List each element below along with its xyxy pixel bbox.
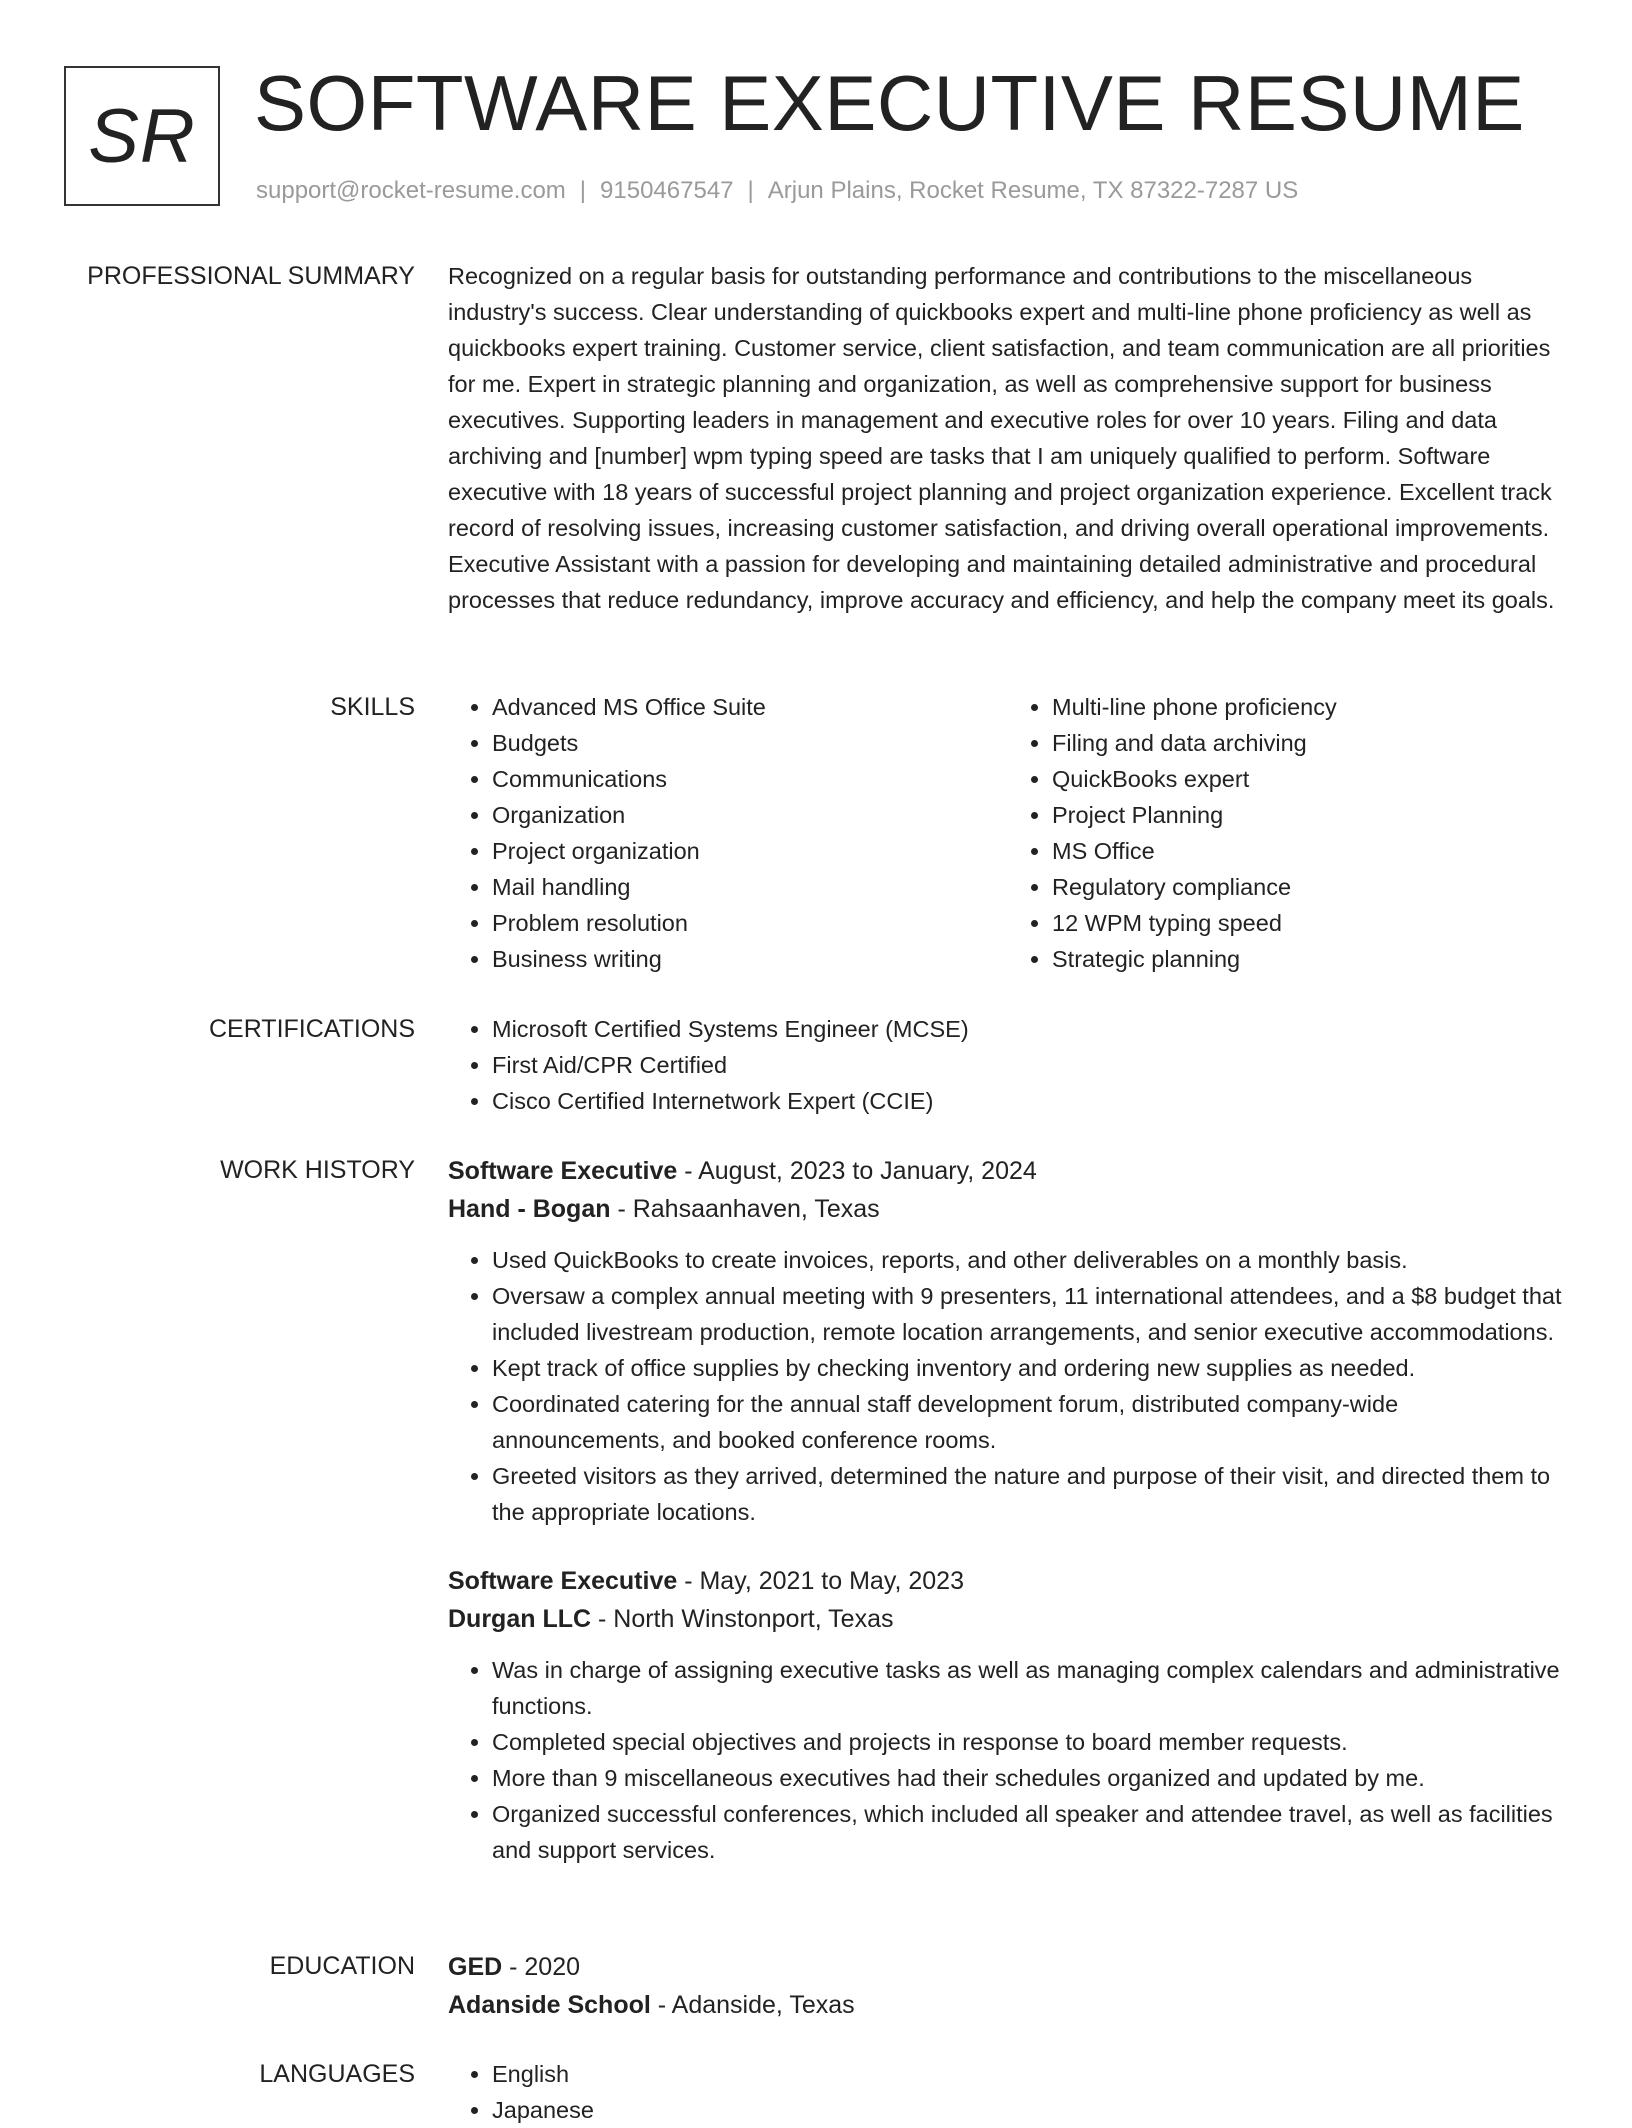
skill-item: • Budgets [492, 725, 1008, 761]
skill-item: • Project Planning [1052, 797, 1568, 833]
education-degree: GED [448, 1953, 503, 1981]
job-bullet: • Used QuickBooks to create invoices, reports, and other deliverables on a monthly basis. [492, 1242, 1568, 1278]
job-title-line [448, 1152, 1568, 1190]
section-label-work: WORK HISTORY [220, 1156, 415, 1184]
skills-list-left [448, 689, 1008, 977]
job-bullet: • More than 9 miscellaneous executives had their schedules organized and updated by me. [492, 1760, 1568, 1796]
section-label-skills: SKILLS [330, 693, 415, 721]
work-content [448, 1152, 1568, 1868]
skill-item: • 12 WPM typing speed [1052, 905, 1568, 941]
skill-item: • Problem resolution [492, 905, 1008, 941]
skill-item: • Advanced MS Office Suite [492, 689, 1008, 725]
skill-item: • Regulatory compliance [1052, 869, 1568, 905]
job-dates: - May, 2021 to May, 2023 [677, 1567, 964, 1595]
skill-item: • QuickBooks expert [1052, 761, 1568, 797]
language-item: • English [492, 2056, 1568, 2092]
job-location: - Rahsaanhaven, Texas [610, 1195, 880, 1223]
skill-item: • Project organization [492, 833, 1008, 869]
job-bullet: • Oversaw a complex annual meeting with 9 presenters, 11 international attendees, and a $8 budget that included livestream production, remote location arrangements, and senior executive accommodations. [492, 1278, 1568, 1350]
skills-columns [448, 689, 1568, 977]
skill-item: • Strategic planning [1052, 941, 1568, 977]
job-dates: - August, 2023 to January, 2024 [677, 1157, 1037, 1185]
summary-content [448, 258, 1568, 618]
job-bullet: • Was in charge of assigning executive tasks as well as managing complex calendars and administrative functions. [492, 1652, 1568, 1724]
skill-item: • Filing and data archiving [1052, 725, 1568, 761]
job-title: Software Executive [448, 1567, 678, 1595]
section-label-summary: PROFESSIONAL SUMMARY [87, 262, 415, 290]
skill-item: • MS Office [1052, 833, 1568, 869]
section-label-education: EDUCATION [269, 1952, 415, 1980]
languages-content [448, 2056, 1568, 2128]
section-label-languages: LANGUAGES [259, 2060, 415, 2088]
job-bullet: • Greeted visitors as they arrived, determined the nature and purpose of their visit, and directed them to the appropriate locations. [492, 1458, 1568, 1530]
education-degree-line [448, 1948, 1568, 1986]
contact-email[interactable]: support@rocket-resume.com [256, 177, 566, 204]
education-school: Adanside School [448, 1991, 651, 2019]
job-location: - North Winstonport, Texas [591, 1605, 894, 1633]
job-company: Durgan LLC [448, 1605, 592, 1633]
job-company-line [448, 1600, 1568, 1638]
skill-item: • Multi-line phone proficiency [1052, 689, 1568, 725]
skills-list-right [1008, 689, 1568, 977]
education-school-line [448, 1986, 1568, 2024]
job-entry [448, 1562, 1568, 1868]
certifications-content [448, 1011, 1568, 1119]
contact-separator: | [579, 177, 587, 204]
certifications-list [448, 1011, 1568, 1119]
certification-item: • First Aid/CPR Certified [492, 1047, 1568, 1083]
contact-separator: | [747, 177, 754, 204]
education-content [448, 1948, 1568, 2024]
section-label-certifications: CERTIFICATIONS [208, 1015, 415, 1043]
job-title-line [448, 1562, 1568, 1600]
job-bullet: • Completed special objectives and projects in response to board member requests. [492, 1724, 1568, 1760]
page-title: SOFTWARE EXECUTIVE RESUME [254, 59, 1525, 147]
job-bullet: • Organized successful conferences, which included all speaker and attendee travel, as well as facilities and support services. [492, 1796, 1568, 1868]
job-bullet: • Kept track of office supplies by checking inventory and ordering new supplies as needed. [492, 1350, 1568, 1386]
languages-list [448, 2056, 1568, 2128]
job-entry [448, 1152, 1568, 1530]
certification-item: • Cisco Certified Internetwork Expert (CCIE) [492, 1083, 1568, 1119]
language-item: • Japanese [492, 2092, 1568, 2128]
contact-line [256, 176, 1298, 206]
job-bullets [448, 1652, 1568, 1868]
certification-item: • Microsoft Certified Systems Engineer (MCSE) [492, 1011, 1568, 1047]
job-bullets [448, 1242, 1568, 1530]
job-title: Software Executive [448, 1157, 678, 1185]
contact-phone[interactable]: 9150467547 [600, 177, 734, 204]
education-year: - 2020 [502, 1953, 581, 1981]
initials-monogram: SR [64, 66, 220, 206]
summary-text: Recognized on a regular basis for outstanding performance and contributions to the miscellaneous industry's success. Clear understanding of quickbooks expert and multi-line phone proficiency as well as quickbooks expert training. Customer service, client satisfaction, and team communication are all priorities for me. Expert in strategic planning and organization, as well as comprehensive support for business executives. Supporting leaders in management and executive roles for over 10 years. Filing and data archiving and [number] wpm typing speed are tasks that I am uniquely qualified to perform. Software executive with 18 years of successful project planning and project organization experience. Excellent track record of resolving issues, increasing customer satisfaction, and driving overall operational improvements. Executive Assistant with a passion for developing and maintaining detailed administrative and procedural processes that reduce redundancy, improve accuracy and efficiency, and help the company meet its goals. [448, 263, 1555, 613]
skill-item: • Business writing [492, 941, 1008, 977]
job-bullet: • Coordinated catering for the annual staff development forum, distributed company-wide announcements, and booked conference rooms. [492, 1386, 1568, 1458]
skill-item: • Mail handling [492, 869, 1008, 905]
contact-address: Arjun Plains, Rocket Resume, TX 87322-7287 US [767, 177, 1299, 204]
job-company: Hand - Bogan [448, 1195, 611, 1223]
education-location: - Adanside, Texas [650, 1991, 855, 2019]
job-company-line [448, 1190, 1568, 1228]
skill-item: • Communications [492, 761, 1008, 797]
skill-item: • Organization [492, 797, 1008, 833]
